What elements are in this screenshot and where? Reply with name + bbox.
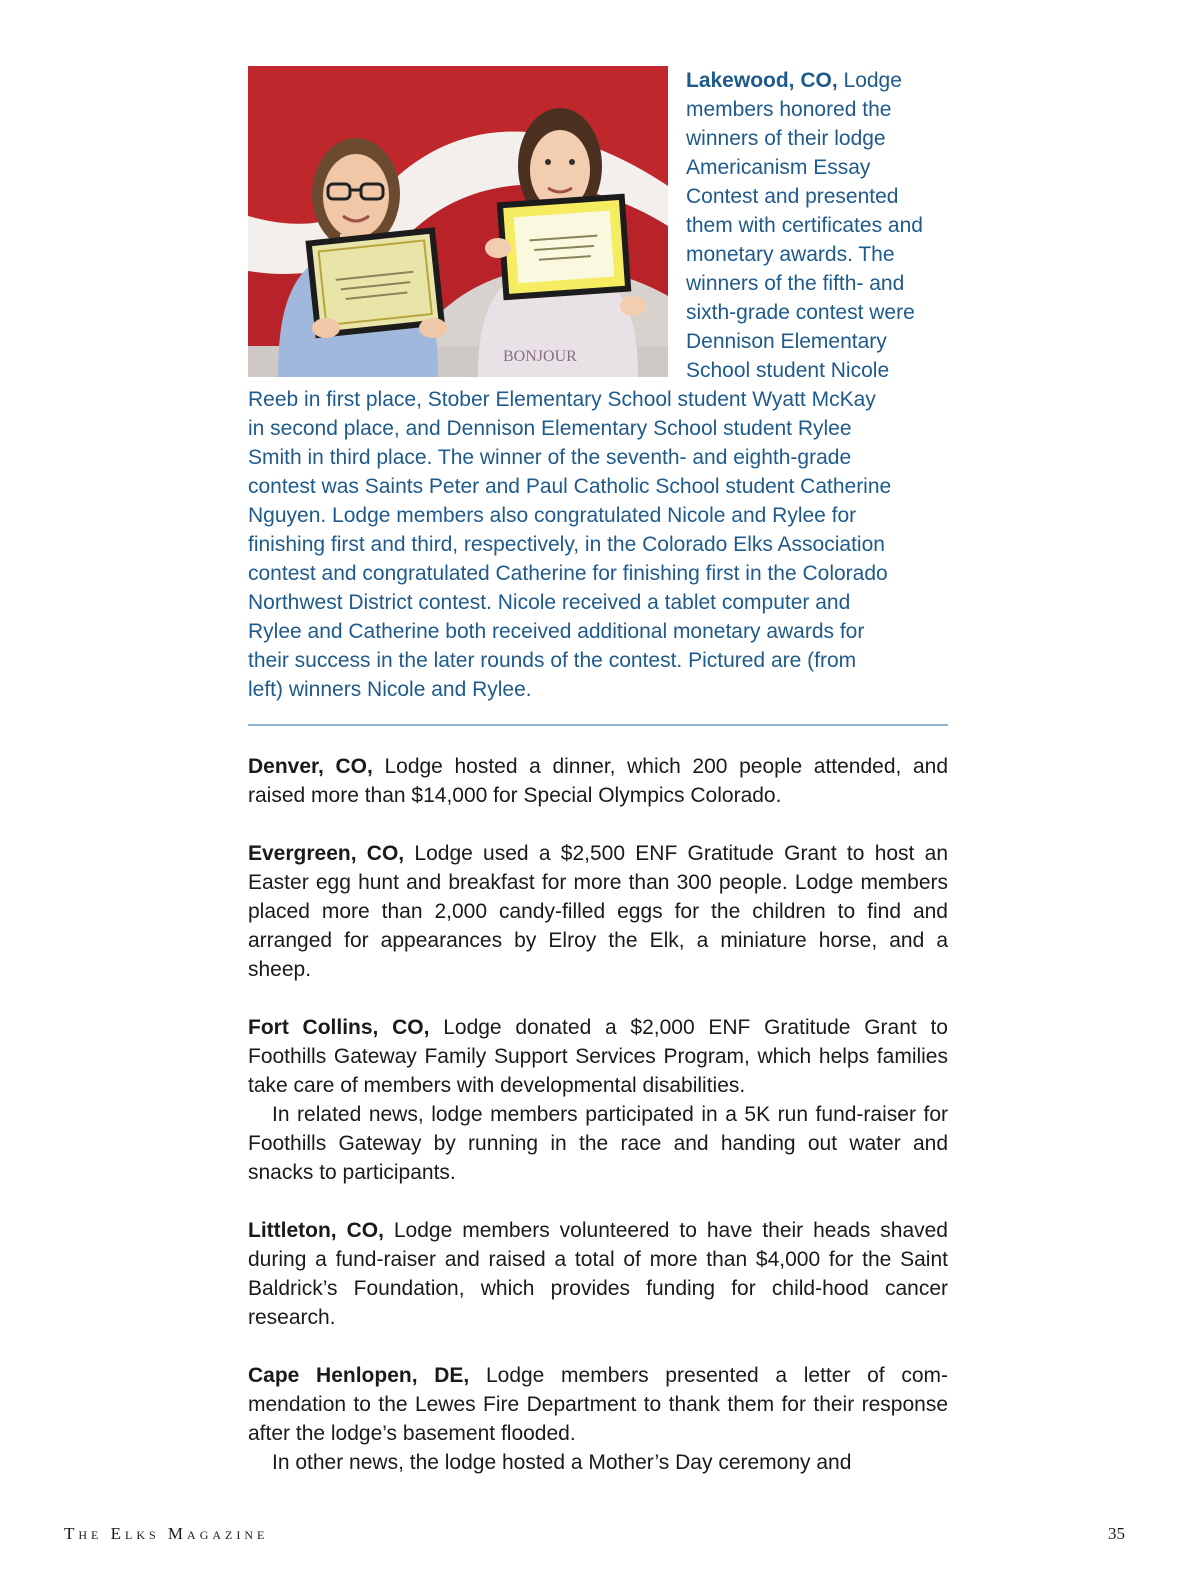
lodge-name-cape-henlopen: Cape Henlopen, DE, [248, 1364, 470, 1387]
featured-line: Contest and presented [686, 185, 899, 208]
featured-line: Nguyen. Lodge members also congratulated Nicole and Rylee for [248, 504, 857, 527]
brief-text: Lodge hosted a dinner, which 200 people attended, and raised more than $14,000 for Special Olympics Colorado. [248, 755, 948, 807]
photo-illustration [248, 66, 668, 377]
article-column [248, 66, 948, 1477]
featured-line: left) winners Nicole and Rylee. [248, 678, 532, 701]
featured-line: members honored the [686, 98, 892, 121]
featured-line: Americanism Essay [686, 156, 871, 179]
brief-continuation: In other news, the lodge hosted a Mother’s Day ceremony and [272, 1451, 852, 1474]
featured-line: monetary awards. The [686, 243, 895, 266]
lodge-name-evergreen: Evergreen, CO, [248, 842, 405, 865]
page-number: 35 [1108, 1524, 1125, 1543]
featured-line: Dennison Elementary [686, 330, 887, 353]
brief-text: Lodge donated a $2,000 ENF Gratitude Grant to Foothills Gateway Family Support Services Program, which helps families take care of members with developmental disabilities. [248, 1016, 948, 1097]
featured-line: sixth-grade contest were [686, 301, 915, 324]
section-divider [248, 724, 948, 726]
lodge-name-lakewood: Lakewood, CO, [686, 69, 838, 92]
brief-text: Lodge members volunteered to have their heads shaved during a fund-raiser and raised a total of more than $4,000 for the Saint Baldrick’s Foundation, which provides funding for child-hood cancer research. [248, 1219, 948, 1329]
brief-text: Lodge members presented a letter of com-mendation to the Lewes Fire Department to thank them for their response after the lodge’s basement flooded. [248, 1364, 949, 1445]
featured-line: winners of their lodge [686, 127, 886, 150]
featured-line: Lodge [837, 69, 902, 92]
lodge-name-littleton: Littleton, CO, [248, 1219, 384, 1242]
brief-littleton [248, 1216, 948, 1332]
featured-line: Rylee and Catherine both received additional monetary awards for [248, 620, 865, 643]
featured-line: in second place, and Dennison Elementary School student Rylee [248, 417, 852, 440]
brief-continuation: In related news, lodge members participated in a 5K run fund-raiser for Foothills Gateway by running in the race and handing out water and snacks to participants. [248, 1103, 948, 1184]
featured-line: their success in the later rounds of the contest. Pictured are (from [248, 649, 857, 672]
brief-denver [248, 752, 948, 810]
brief-fort-collins [248, 1013, 948, 1187]
featured-line: contest and congratulated Catherine for finishing first in the Colorado [248, 562, 888, 585]
brief-cape-henlopen [248, 1361, 948, 1477]
featured-line: contest was Saints Peter and Paul Catholic School student Catherine [248, 475, 892, 498]
magazine-title: The Elks Magazine [64, 1524, 269, 1543]
featured-line: School student Nicole [686, 359, 890, 382]
lodge-name-denver: Denver, CO, [248, 755, 373, 778]
shirt-text: BONJOUR [503, 348, 577, 365]
featured-line: winners of the fifth- and [686, 272, 905, 295]
contest-winners-photo [248, 66, 668, 377]
brief-text: Lodge used a $2,500 ENF Gratitude Grant to host an Easter egg hunt and breakfast for more than 300 people. Lodge members placed more than 2,000 candy-filled eggs for the children to find and arranged for appearances by Elroy the Elk, a miniature horse, and a sheep. [248, 842, 948, 981]
brief-evergreen [248, 839, 948, 984]
featured-line: finishing first and third, respectively, in the Colorado Elks Association [248, 533, 885, 556]
featured-line: Northwest District contest. Nicole received a tablet computer and [248, 591, 851, 614]
featured-line: them with certificates and [686, 214, 923, 237]
featured-line: Smith in third place. The winner of the seventh- and eighth-grade [248, 446, 852, 469]
featured-line: Reeb in first place, Stober Elementary School student Wyatt McKay [248, 388, 876, 411]
lodge-name-fort-collins: Fort Collins, CO, [248, 1016, 430, 1039]
